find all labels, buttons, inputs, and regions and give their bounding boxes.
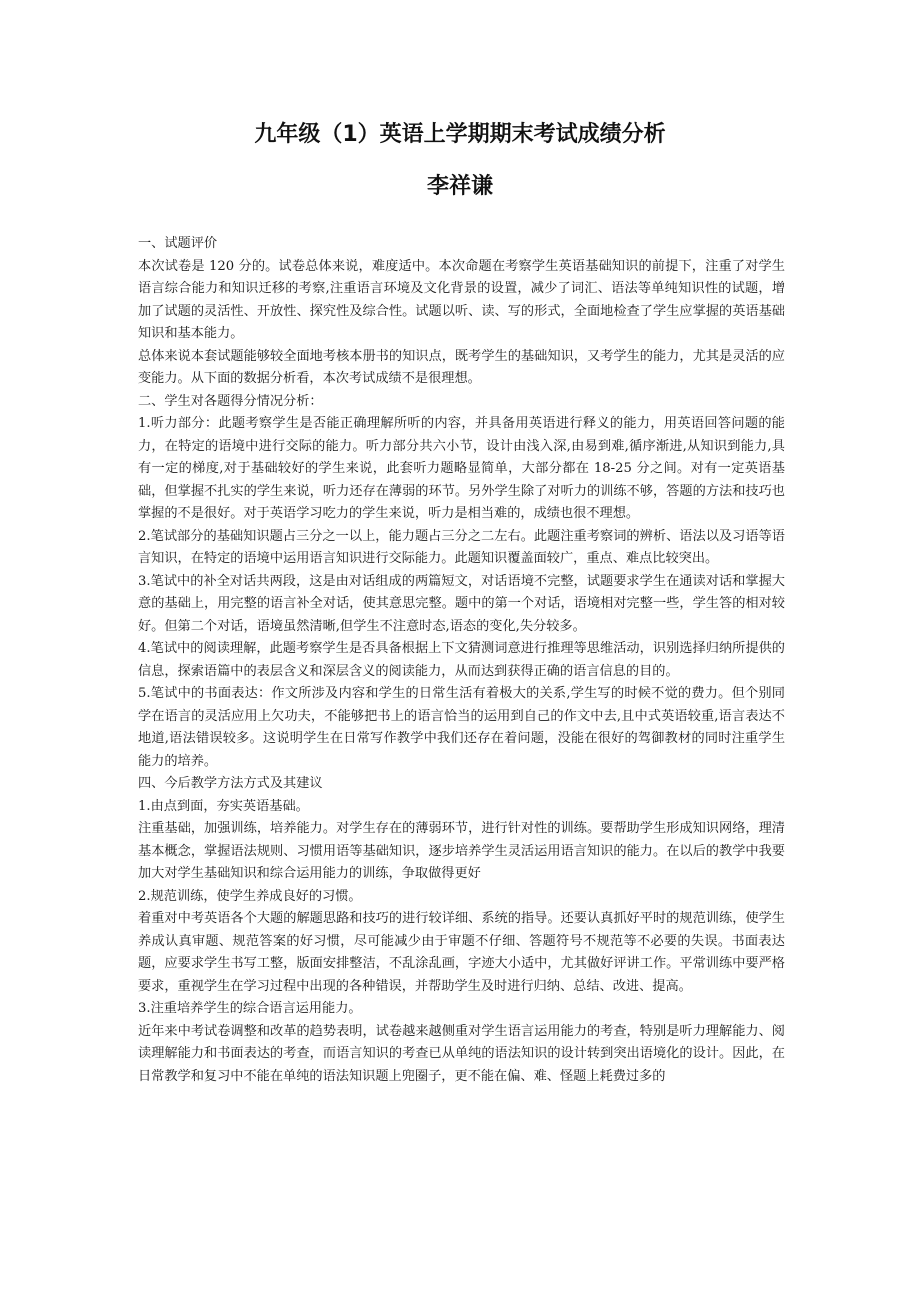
paragraph: 本次试卷是 120 分的。试卷总体来说，难度适中。本次命题在考察学生英语基础知识的前提下，注重了对学生语言综合能力和知识迁移的考察,注重语言环境及文化背景的设置，减少了词汇、语法等单纯知识性的试题，增加了试题的灵活性、开放性、探究性及综合性。试题以听、读、写的形式，全面地检查了学生应掌握的英语基础知识和基本能力。	[138, 258, 785, 341]
section-heading: 四、今后教学方法方式及其建议	[138, 776, 323, 791]
subheading: 3.注重培养学生的综合语言运用能力。	[138, 1001, 362, 1016]
section-heading: 二、学生对各题得分情况分析：	[138, 393, 323, 409]
document-author: 李祥谦	[426, 174, 493, 199]
paragraph: 5.笔试中的书面表达：作文所涉及内容和学生的日常生活有着极大的关系,学生写的时候不觉的费力。但个别同学在语言的灵活应用上欠功夫，不能够把书上的语言恰当的运用到自己的作文中去,且中式英语较重,语言表达不地道,语法错误较多。这说明学生在日常写作教学中我们还存在着问题，没能在很好的驾御教材的同时注重学生能力的培养。	[138, 686, 785, 769]
subheading: 2.规范训练，使学生养成良好的习惯。	[138, 888, 362, 904]
paragraph: 近年来中考试卷调整和改革的趋势表明，试卷越来越侧重对学生语言运用能力的考查，特别是听力理解能力、阅读理解能力和书面表达的考查，而语言知识的考查已从单纯的语法知识的设计转到突出语境化的设计。因此，在日常教学和复习中不能在单纯的语法知识题上兜圈子，更不能在偏、难、怪题上耗费过多的	[138, 1023, 785, 1084]
paragraph: 着重对中考英语各个大题的解题思路和技巧的进行较详细、系统的指导。还要认真抓好平时的规范训练，使学生养成认真审题、规范答案的好习惯，尽可能减少由于审题不仔细、答题符号不规范等不必要的失误。书面表达题，应要求学生书写工整，版面安排整洁，不乱涂乱画，字迹大小适中，尤其做好评讲工作。平常训练中要严格要求，重视学生在学习过程中出现的各种错误，并帮助学生及时进行归纳、总结、改进、提高。	[138, 911, 785, 994]
section-heading: 一、试题评价	[138, 236, 218, 251]
paragraph: 2.笔试部分的基础知识题占三分之一以上，能力题占三分之二左右。此题注重考察词的辨析、语法以及习语等语言知识，在特定的语境中运用语言知识进行交际能力。此题知识覆盖面较广，重点、难点比较突出。	[138, 528, 785, 566]
paragraph: 3.笔试中的补全对话共两段，这是由对话组成的两篇短文，对话语境不完整，试题要求学生在通读对话和掌握大意的基础上，用完整的语言补全对话，使其意思完整。题中的第一个对话，语境相对完整一些，学生答的相对较好。但第二个对话，语境虽然清晰,但学生不注意时态,语态的变化,失分较多。	[138, 573, 785, 634]
paragraph: 总体来说本套试题能够较全面地考核本册书的知识点，既考学生的基础知识，又考学生的能力，尤其是灵活的应变能力。从下面的数据分析看，本次考试成绩不是很理想。	[138, 348, 785, 386]
paragraph: 注重基础，加强训练，培养能力。对学生存在的薄弱环节，进行针对性的训练。要帮助学生形成知识网络，理清基本概念，掌握语法规则、习惯用语等基础知识，逐步培养学生灵活运用语言知识的能力。在以后的教学中我要加大对学生基础知识和综合运用能力的训练，争取做得更好	[138, 821, 785, 881]
paragraph: 1.听力部分：此题考察学生是否能正确理解所听的内容，并具备用英语进行释义的能力，用英语回答问题的能力，在特定的语境中进行交际的能力。听力部分共六小节，设计由浅入深,由易到难,循序渐进,从知识到能力,具有一定的梯度,对于基础较好的学生来说，此套听力题略显简单，大部分都在 18-25 分之间。对有一定英语基础，但掌握不扎实的学生来说，听力还存在薄弱的环节。另外学生除了对听力的训练不够，答题的方法和技巧也掌握的不是很好。对于英语学习吃力的学生来说，听力是相当难的，成绩也很不理想。	[138, 416, 785, 521]
paragraph: 4.笔试中的阅读理解，此题考察学生是否具备根据上下文猜测词意进行推理等思维活动，识别选择归纳所提供的信息，探索语篇中的表层含义和深层含义的阅读能力，从而达到获得正确的语言信息的目的。	[138, 641, 785, 679]
subheading: 1.由点到面，夯实英语基础。	[138, 798, 309, 814]
document-body	[138, 233, 785, 1088]
document-title: 九年级（1）英语上学期期末考试成绩分析	[254, 122, 666, 147]
